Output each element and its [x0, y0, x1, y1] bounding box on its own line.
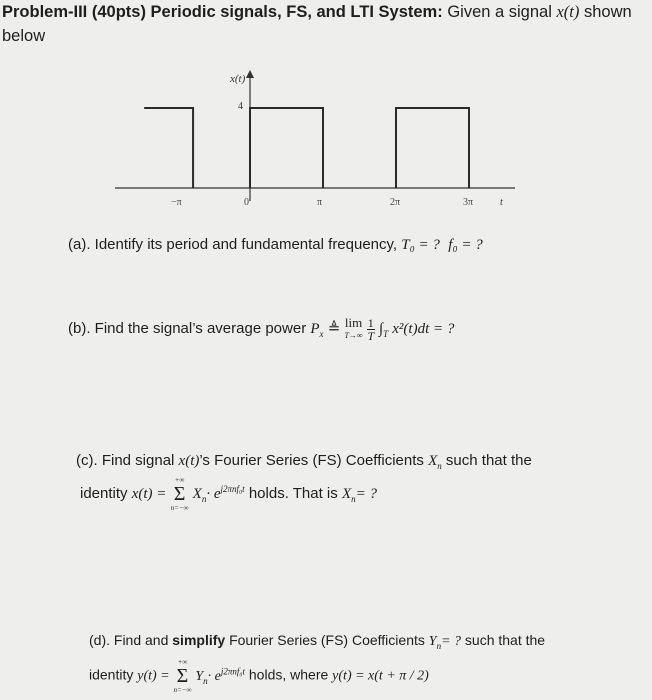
part-b-integral: $\int_T$	[378, 320, 389, 339]
part-d-text-c: such that the	[464, 632, 546, 648]
part-d-line2	[89, 657, 429, 695]
part-c-eq-lhs: x(t) =	[131, 485, 167, 502]
tick-label: 2π	[390, 197, 401, 208]
part-d-text-a: (d). Find and	[89, 632, 169, 648]
pulse-left	[144, 108, 193, 188]
part-c-identity-word: identity	[80, 484, 128, 502]
part-c-eq-term: $X_n\cdot e^{j2\pi nf_0t}$	[192, 483, 245, 504]
tick-labels	[171, 197, 473, 208]
part-c-line2	[80, 475, 377, 513]
tick-label: −π	[171, 197, 182, 208]
part-d-text-holds: holds, where	[248, 666, 329, 683]
signal-pulses	[144, 108, 469, 188]
part-c-sum: +∞ Σ n=−∞	[170, 476, 189, 512]
part-a-frequency-eq: f₀ = ?	[448, 237, 483, 253]
part-d-coef-eq: $Y_n=$ ?	[428, 634, 462, 651]
part-d-bold-word: simplify	[172, 632, 226, 648]
part-a	[68, 236, 483, 254]
part-c-line1	[76, 452, 532, 471]
part-b-fraction: $\frac{1}{T}$	[367, 315, 375, 343]
tick-label: π	[317, 197, 323, 208]
part-b-integrand: x²(t)dt = ?	[392, 320, 455, 337]
part-d-sum: +∞ Σ n=−∞	[173, 658, 192, 694]
part-d-line1	[89, 632, 545, 651]
problem-title	[2, 2, 632, 22]
part-d-shift-eq: y(t) = x(t + π / 2)	[332, 668, 429, 684]
part-d-text-b: Fourier Series (FS) Coefficients	[229, 632, 425, 648]
part-b-text: (b). Find the signal’s average power	[68, 319, 307, 337]
part-a-period-eq: T₀ = ?	[401, 237, 440, 253]
part-d-eq-term: $Y_n\cdot e^{j2\pi nf_0t}$	[195, 666, 245, 686]
part-d-identity-word: identity	[89, 666, 134, 683]
part-c-text-holds: holds. That is	[248, 484, 338, 502]
part-b-def-symbol: ≜	[327, 319, 341, 337]
tick-label: 3π	[463, 197, 474, 208]
part-c-text-a: (c). Find signal	[76, 452, 175, 469]
title-rest: Given a signal	[447, 3, 552, 21]
pulse-2	[396, 108, 469, 188]
y-axis-label: x(t)	[230, 73, 246, 85]
part-c-signal-symbol: x(t)	[178, 453, 200, 469]
part-c-text-b: ’s Fourier Series (FS) Coefficients	[199, 452, 424, 469]
part-b-power-symbol: $P_x$	[310, 320, 324, 339]
amplitude-label: 4	[238, 101, 243, 112]
part-b-limit: lim T→∞	[344, 315, 363, 340]
part-c-coef-symbol: $X_n$	[428, 453, 442, 471]
part-c-answer-eq: $X_n=$ ?	[341, 485, 377, 504]
part-b	[68, 316, 454, 342]
title-end: shown	[583, 3, 632, 21]
title-signal-symbol: x(t)	[556, 2, 580, 21]
x-axis-label: t	[500, 197, 503, 208]
title-continuation: below	[2, 27, 46, 45]
title-bold: Problem-III (40pts) Periodic signals, FS, and LTI System:	[2, 3, 443, 21]
pulse-1	[250, 108, 323, 188]
signal-plot	[110, 66, 530, 216]
tick-label: 0	[244, 197, 249, 208]
part-a-text: (a). Identify its period and fundamental frequency,	[68, 236, 398, 253]
part-d-eq-lhs: y(t) =	[137, 668, 170, 684]
y-axis-arrow-icon	[246, 70, 254, 78]
part-c-text-c: such that the	[445, 452, 532, 469]
